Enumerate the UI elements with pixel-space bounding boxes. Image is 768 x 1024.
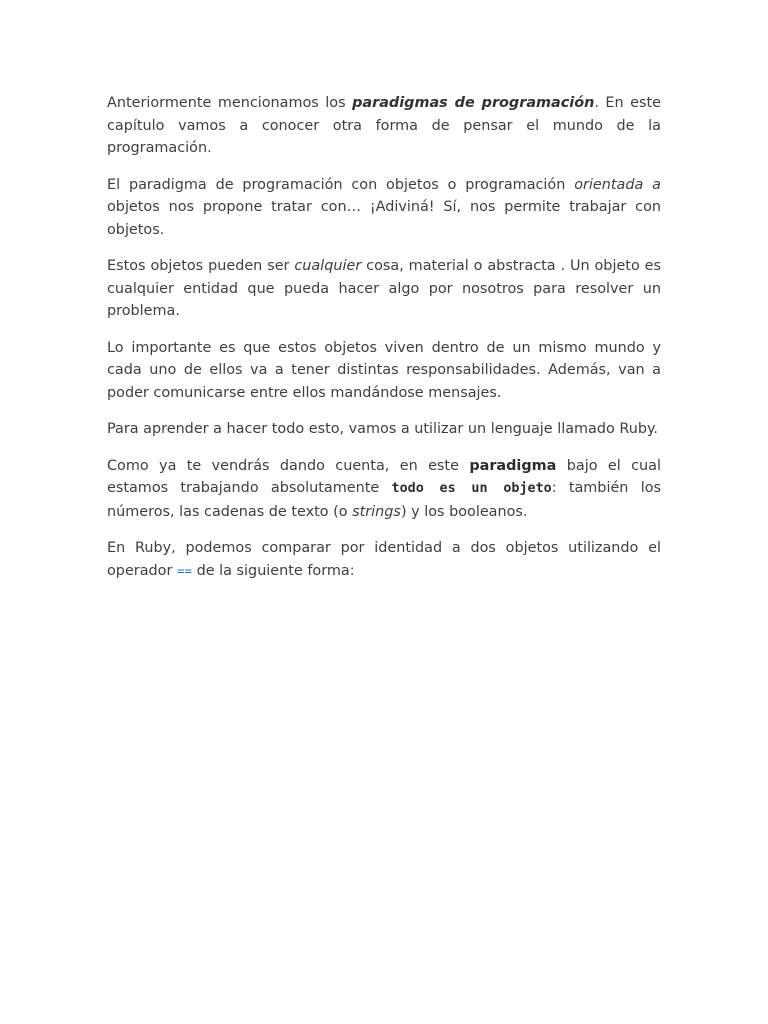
paragraph-comparar xyxy=(107,537,661,582)
paragraph-todo-objeto-text-2: bajo el cual estamos trabajando absolutamente xyxy=(107,457,661,496)
paragraph-cualquier xyxy=(107,255,661,323)
paragraph-cualquier-text-end: cosa, material o abstracta . Un objeto es cualquier entidad que pueda hacer algo por nosotros para resolver un problema. xyxy=(107,258,661,319)
paragraph-intro xyxy=(107,92,661,160)
paragraph-ruby xyxy=(107,418,661,441)
paragraph-intro-text: Anteriormente mencionamos los xyxy=(107,95,353,111)
paragraph-objetos xyxy=(107,174,661,242)
paragraph-ruby-text: Para aprender a hacer todo esto, vamos a utilizar un lenguaje llamado Ruby. xyxy=(107,421,659,437)
emphasis-cualquier: cualquier xyxy=(294,258,362,274)
paragraph-objetos-text-end: objetos nos propone tratar con… ¡Adiviná! Sí, nos permite trabajar con objetos. xyxy=(107,199,661,238)
code-operator-equals: == xyxy=(176,562,193,578)
emphasis-paradigmas: paradigmas de programación xyxy=(352,95,595,111)
paragraph-mundo xyxy=(107,337,661,405)
paragraph-todo-objeto-text-end: ) y los booleanos. xyxy=(400,503,528,520)
paragraph-comparar-text: En Ruby, podemos comparar por identidad a dos objetos utilizando el operador xyxy=(107,540,661,579)
paragraph-intro-text-end: . En este capítulo vamos a conocer otra forma de pensar el mundo de la programación. xyxy=(107,95,661,156)
document-body xyxy=(107,92,661,596)
paragraph-objetos-text: El paradigma de programación con objetos o programación xyxy=(107,176,575,193)
paragraph-cualquier-text: Estos objetos pueden ser xyxy=(107,258,295,274)
paragraph-todo-objeto-text-3: : también los números, las cadenas de texto (o xyxy=(107,480,662,520)
emphasis-strings: strings xyxy=(352,503,401,520)
paragraph-mundo-text: Lo importante es que estos objetos viven dentro de un mismo mundo y cada uno de ellos va a tener distintas responsabilidades. Además, van a poder comunicarse entre ellos mandándose mensajes. xyxy=(107,339,661,401)
emphasis-orientada: orientada a xyxy=(574,176,661,193)
paragraph-todo-objeto xyxy=(107,455,661,524)
paragraph-todo-objeto-text: Como ya te vendrás dando cuenta, en este xyxy=(107,457,470,474)
code-todo-es-un-objeto: todo es un objeto xyxy=(391,481,552,496)
emphasis-paradigma: paradigma xyxy=(469,457,557,474)
paragraph-comparar-text-end: de la siguiente forma: xyxy=(192,562,355,579)
